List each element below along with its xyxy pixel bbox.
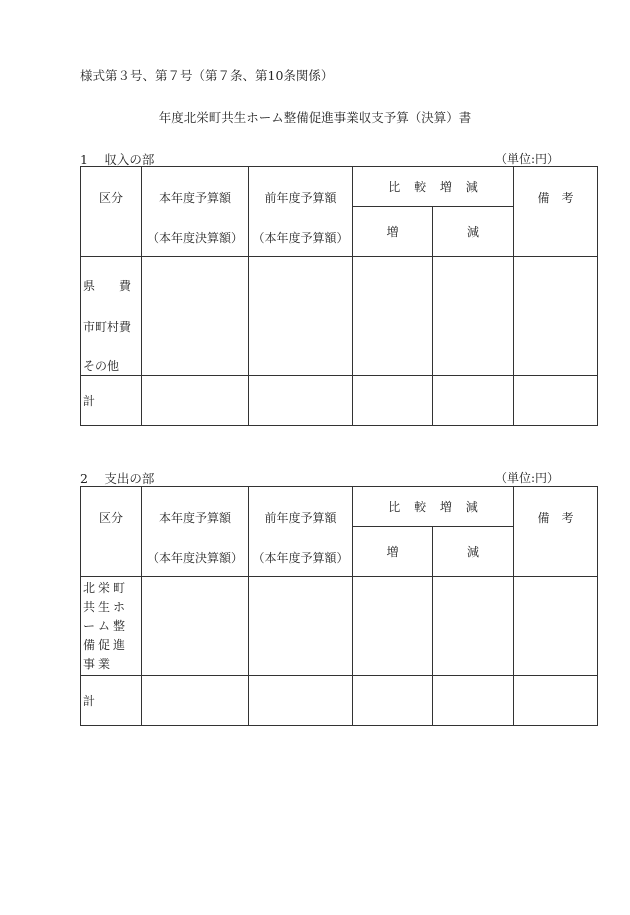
income-header-current-settlement: （本年度決算額）	[146, 231, 243, 245]
income-header-current-budget: 本年度予算額	[158, 191, 231, 205]
income-total-decrease	[433, 376, 514, 426]
document-title: 年度北栄町共生ホーム整備促進事業収支予算（決算）書	[158, 110, 472, 125]
income-total-current	[142, 376, 249, 426]
income-header-previous-alt: （本年度予算額）	[252, 231, 349, 245]
expense-unit-label: （単位:円）	[495, 471, 560, 485]
expense-total-previous	[249, 676, 353, 726]
income-total-label: 計	[81, 376, 142, 426]
income-value-current	[142, 257, 249, 376]
income-header-current	[142, 167, 249, 257]
expense-header-previous	[249, 487, 353, 577]
income-header-previous	[249, 167, 353, 257]
expense-header-remarks: 備 考	[514, 487, 598, 577]
income-value-decrease	[433, 257, 514, 376]
expense-total-increase	[353, 676, 433, 726]
expense-header-current-budget: 本年度予算額	[158, 511, 231, 525]
income-header-previous-budget: 前年度予算額	[264, 191, 337, 205]
income-value-previous	[249, 257, 353, 376]
income-value-remarks	[514, 257, 598, 376]
expense-header-current-settlement: （本年度決算額）	[146, 551, 243, 565]
income-total-increase	[353, 376, 433, 426]
income-item-municipal: 市町村費	[83, 320, 132, 334]
expense-item-project: 北栄町共生ホーム整備促進事業	[81, 577, 142, 676]
expense-header-previous-budget: 前年度予算額	[264, 511, 337, 525]
expense-header-previous-alt: （本年度予算額）	[252, 551, 349, 565]
expense-header-decrease: 減	[433, 527, 514, 577]
expense-total-remarks	[514, 676, 598, 726]
income-item-prefecture: 県 費	[83, 279, 132, 293]
income-item-other: その他	[83, 359, 120, 373]
expense-header-current	[142, 487, 249, 577]
income-unit-label: （単位:円）	[495, 152, 560, 166]
income-header-decrease: 減	[433, 207, 514, 257]
income-header-remarks: 備 考	[514, 167, 598, 257]
income-table	[80, 166, 598, 426]
income-value-increase	[353, 257, 433, 376]
expense-table	[80, 486, 598, 726]
income-section-heading: 1 収入の部	[80, 152, 155, 167]
income-header-category: 区分	[81, 167, 142, 257]
expense-value-decrease	[433, 577, 514, 676]
expense-value-current	[142, 577, 249, 676]
income-header-comparison: 比 較 増 減	[353, 167, 514, 207]
expense-header-increase: 増	[353, 527, 433, 577]
expense-value-increase	[353, 577, 433, 676]
expense-total-current	[142, 676, 249, 726]
expense-header-category: 区分	[81, 487, 142, 577]
expense-header-comparison: 比 較 増 減	[353, 487, 514, 527]
expense-value-remarks	[514, 577, 598, 676]
expense-total-label: 計	[81, 676, 142, 726]
income-total-previous	[249, 376, 353, 426]
income-header-increase: 増	[353, 207, 433, 257]
expense-section-heading: 2 支出の部	[80, 471, 155, 486]
expense-value-previous	[249, 577, 353, 676]
income-total-remarks	[514, 376, 598, 426]
form-number: 様式第３号、第７号（第７条、第10条関係）	[80, 68, 334, 83]
income-items-cell	[81, 257, 142, 376]
expense-total-decrease	[433, 676, 514, 726]
